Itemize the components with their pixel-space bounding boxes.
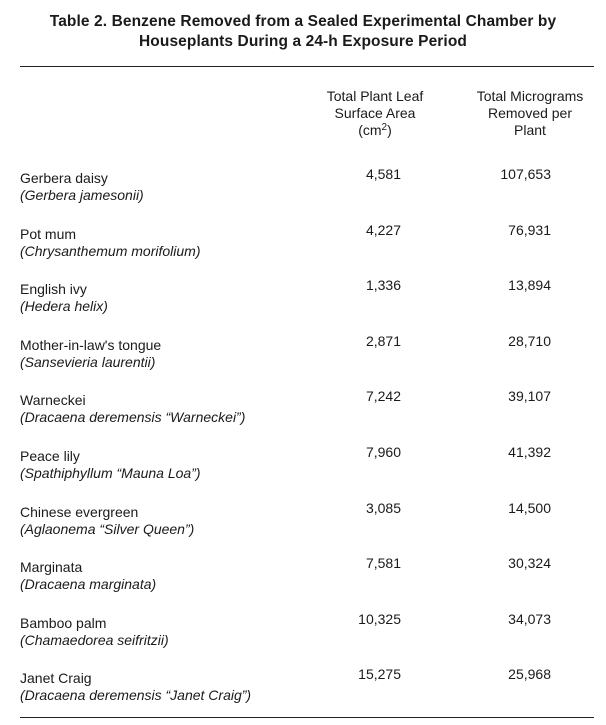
micrograms-removed-value: 30,324 xyxy=(508,555,551,572)
table-row xyxy=(0,387,606,443)
plant-common-name: Pot mum xyxy=(20,225,77,242)
table-row xyxy=(0,332,606,388)
column-header-micrograms-line-2: Removed per xyxy=(487,105,573,121)
plant-common-name: Marginata xyxy=(20,559,83,576)
plant-common-name: Peace lily xyxy=(20,447,80,464)
plant-scientific-name: (Hedera helix) xyxy=(20,298,108,315)
column-header-micrograms-line-3: Plant xyxy=(514,122,546,138)
leaf-area-value: 7,960 xyxy=(365,443,401,460)
plant-common-name: Gerbera daisy xyxy=(20,170,108,186)
micrograms-removed-value: 28,710 xyxy=(508,332,551,349)
micrograms-removed-value: 34,073 xyxy=(508,610,551,627)
plant-scientific-name: (Dracaena marginata) xyxy=(20,576,157,593)
column-header-micrograms-removed xyxy=(455,88,605,139)
plant-scientific-name: (Dracaena deremensis “Janet Craig”) xyxy=(20,687,252,704)
plant-scientific-name: (Chrysanthemum morifolium) xyxy=(20,242,201,259)
column-header-micrograms-line-1: Total Micrograms xyxy=(476,88,584,104)
table-row xyxy=(0,276,606,332)
table-row xyxy=(0,665,606,721)
unit-prefix: (cm xyxy=(358,122,382,138)
micrograms-removed-value: 107,653 xyxy=(500,166,551,182)
table-row xyxy=(0,554,606,610)
table-title-line-1: Table 2. Benzene Removed from a Sealed Experimental Chamber by xyxy=(49,13,557,30)
plant-common-name: Janet Craig xyxy=(20,670,92,687)
table-row xyxy=(0,165,606,221)
micrograms-removed-value: 25,968 xyxy=(508,666,551,683)
micrograms-removed-value: 13,894 xyxy=(508,277,551,294)
plant-scientific-name: (Dracaena deremensis “Warneckei”) xyxy=(20,409,246,426)
leaf-area-value: 4,227 xyxy=(365,221,401,238)
plant-common-name: Mother-in-law's tongue xyxy=(20,336,162,353)
plant-scientific-name: (Sansevieria laurentii) xyxy=(20,353,156,370)
plant-scientific-name: (Chamaedorea seifritzii) xyxy=(20,631,169,648)
plant-common-name: Bamboo palm xyxy=(20,614,107,631)
micrograms-removed-value: 14,500 xyxy=(508,499,551,516)
micrograms-removed-value: 39,107 xyxy=(508,388,551,405)
top-rule xyxy=(20,66,594,67)
plant-scientific-name: (Gerbera jamesonii) xyxy=(20,187,144,203)
table-row xyxy=(0,610,606,666)
table-row xyxy=(0,443,606,499)
plant-common-name: English ivy xyxy=(20,281,87,298)
micrograms-removed-value: 41,392 xyxy=(508,443,551,460)
table-title-line-2: Houseplants During a 24-h Exposure Period xyxy=(139,33,467,50)
plant-scientific-name: (Aglaonema “Silver Queen”) xyxy=(20,520,195,537)
leaf-area-value: 3,085 xyxy=(365,499,401,516)
plant-common-name: Chinese evergreen xyxy=(20,503,139,520)
table-title xyxy=(0,12,606,52)
column-header-leaf-area-unit xyxy=(300,122,450,139)
column-header-leaf-area-line-1: Total Plant Leaf xyxy=(326,88,424,104)
plant-common-name: Warneckei xyxy=(20,392,86,409)
table-row xyxy=(0,221,606,277)
leaf-area-value: 15,275 xyxy=(358,666,401,683)
column-header-leaf-area xyxy=(300,88,450,139)
leaf-area-value: 7,581 xyxy=(365,555,401,572)
column-header-leaf-area-line-2: Surface Area xyxy=(334,105,416,121)
leaf-area-value: 1,336 xyxy=(365,277,401,294)
leaf-area-value: 4,581 xyxy=(365,166,401,182)
bottom-rule xyxy=(20,717,594,718)
leaf-area-value: 10,325 xyxy=(358,610,401,627)
unit-suffix: ) xyxy=(387,122,392,138)
plant-scientific-name: (Spathiphyllum “Mauna Loa”) xyxy=(20,464,201,481)
leaf-area-value: 2,871 xyxy=(365,332,401,349)
leaf-area-value: 7,242 xyxy=(365,388,401,405)
micrograms-removed-value: 76,931 xyxy=(508,221,551,238)
table-body xyxy=(0,165,606,721)
unit-exponent: 2 xyxy=(381,122,388,133)
table-row xyxy=(0,499,606,555)
